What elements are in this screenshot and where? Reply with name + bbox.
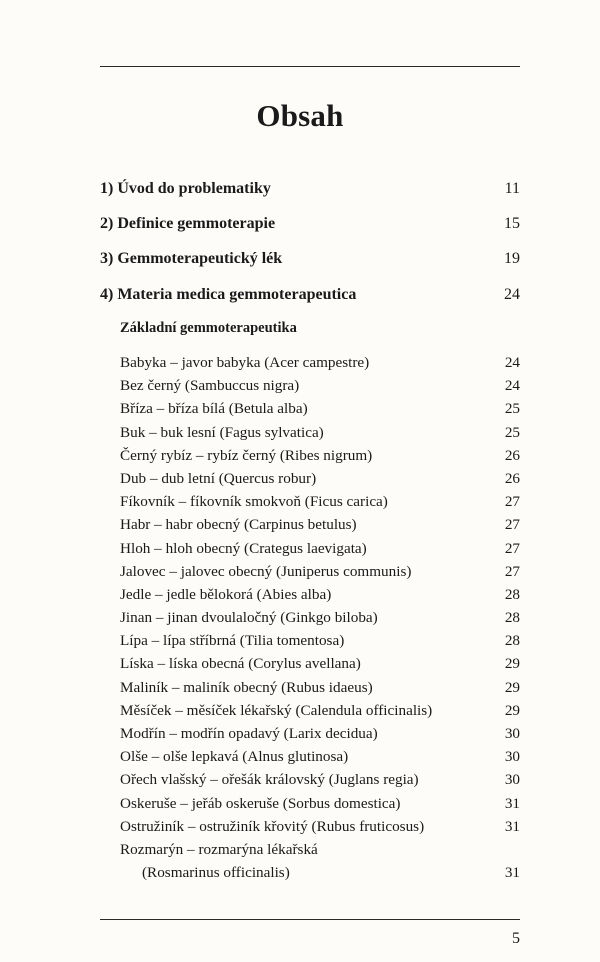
entry-text: Ostružiník – ostružiník křovitý (Rubus fruticosus) xyxy=(120,817,425,835)
entry-page: 31 xyxy=(504,817,520,835)
entry-page: 27 xyxy=(504,493,520,511)
toc-entry[interactable] xyxy=(120,424,520,447)
entry-text: Jedle – jedle bělokorá (Abies alba) xyxy=(120,585,332,603)
entry-page: 29 xyxy=(504,655,520,673)
toc-entry[interactable] xyxy=(120,702,520,725)
chapter-label: 3) Gemmoterapeutický lék xyxy=(100,250,283,267)
toc-entry[interactable] xyxy=(120,470,520,493)
bottom-rule xyxy=(100,919,520,920)
entry-text: Maliník – maliník obecný (Rubus idaeus) xyxy=(120,678,373,696)
entry-page: 24 xyxy=(504,377,520,395)
toc-entry-list xyxy=(120,354,520,887)
entry-text: Ořech vlašský – ořešák královský (Juglans regia) xyxy=(120,771,419,789)
toc-entry[interactable] xyxy=(120,354,520,377)
chapter-label: 2) Definice gemmoterapie xyxy=(100,215,276,232)
toc-chapter-4[interactable] xyxy=(100,286,520,304)
chapter-page: 15 xyxy=(504,215,520,232)
chapter-page: 11 xyxy=(504,180,520,197)
toc-entry[interactable] xyxy=(120,841,520,864)
entry-text: Fíkovník – fíkovník smokvoň (Ficus carica) xyxy=(120,493,388,511)
entry-page: 25 xyxy=(504,423,520,441)
entry-page: 25 xyxy=(504,400,520,418)
entry-text: Černý rybíz – rybíz černý (Ribes nigrum) xyxy=(120,446,373,464)
toc-entry[interactable] xyxy=(120,771,520,794)
entry-text: Měsíček – měsíček lékařský (Calendula officinalis) xyxy=(120,701,433,719)
entry-page: 31 xyxy=(504,794,520,812)
entry-page: 28 xyxy=(504,585,520,603)
chapter-page: 24 xyxy=(504,286,520,303)
entry-text: Olše – olše lepkavá (Alnus glutinosa) xyxy=(120,748,349,766)
chapter-label: 1) Úvod do problematiky xyxy=(100,180,271,197)
entry-page: 27 xyxy=(504,516,520,534)
toc-entry[interactable] xyxy=(120,377,520,400)
entry-page: 24 xyxy=(504,354,520,371)
toc-entry[interactable] xyxy=(120,655,520,678)
toc-entry[interactable] xyxy=(120,447,520,470)
chapter-label: 4) Materia medica gemmoterapeutica xyxy=(100,286,357,303)
entry-text: Dub – dub letní (Quercus robur) xyxy=(120,469,317,487)
entry-page: 28 xyxy=(504,609,520,627)
entry-page: 27 xyxy=(504,539,520,557)
top-rule xyxy=(100,66,520,67)
toc-entry[interactable] xyxy=(120,818,520,841)
toc-entry[interactable] xyxy=(120,725,520,748)
entry-page: 27 xyxy=(504,562,520,580)
entry-page: 28 xyxy=(504,632,520,650)
entry-text: Jalovec – jalovec obecný (Juniperus communis) xyxy=(120,562,412,580)
entry-text: Bříza – bříza bílá (Betula alba) xyxy=(120,400,308,418)
toc-entry[interactable] xyxy=(120,586,520,609)
entry-page: 26 xyxy=(504,446,520,464)
toc-entry[interactable] xyxy=(120,516,520,539)
entry-page: 31 xyxy=(504,864,520,882)
entry-page: 30 xyxy=(504,771,520,789)
entry-page: 30 xyxy=(504,725,520,742)
toc-entry-continuation[interactable] xyxy=(120,864,520,887)
entry-text: Babyka – javor babyka (Acer campestre) xyxy=(120,354,370,371)
entry-text: Modřín – modřín opadavý (Larix decidua) xyxy=(120,725,378,742)
entry-text: Jinan – jinan dvoulaločný (Ginkgo biloba) xyxy=(120,609,378,627)
toc-entry[interactable] xyxy=(120,563,520,586)
entry-text: Lípa – lípa stříbrná (Tilia tomentosa) xyxy=(120,632,345,650)
entry-page: 29 xyxy=(504,701,520,719)
entry-page: 30 xyxy=(504,748,520,766)
toc-entry[interactable] xyxy=(120,540,520,563)
chapter-page: 19 xyxy=(504,250,520,267)
toc-entry[interactable] xyxy=(120,679,520,702)
entry-text: Líska – líska obecná (Corylus avellana) xyxy=(120,655,361,673)
toc-entry[interactable] xyxy=(120,632,520,655)
toc-entry[interactable] xyxy=(120,609,520,632)
entry-text: Oskeruše – jeřáb oskeruše (Sorbus domestica) xyxy=(120,794,401,812)
toc-entry[interactable] xyxy=(120,493,520,516)
entry-text: Rozmarýn – rozmarýna lékařská xyxy=(120,840,318,858)
page-title: Obsah xyxy=(256,98,344,133)
toc-chapter-1[interactable] xyxy=(100,180,520,198)
entry-page: 26 xyxy=(504,469,520,487)
entry-text: Bez černý (Sambuccus nigra) xyxy=(120,377,300,395)
toc-chapter-3[interactable] xyxy=(100,250,520,268)
entry-text: Buk – buk lesní (Fagus sylvatica) xyxy=(120,423,324,441)
toc-entry[interactable] xyxy=(120,400,520,423)
entry-page: 29 xyxy=(504,678,520,696)
page-number: 5 xyxy=(512,930,520,947)
toc-entry[interactable] xyxy=(120,748,520,771)
toc-chapter-2[interactable] xyxy=(100,215,520,233)
section-subheading: Základní gemmoterapeutika xyxy=(120,320,297,336)
entry-text: (Rosmarinus officinalis) xyxy=(142,864,290,882)
toc-entry[interactable] xyxy=(120,795,520,818)
entry-text: Habr – habr obecný (Carpinus betulus) xyxy=(120,516,357,534)
entry-text: Hloh – hloh obecný (Crategus laevigata) xyxy=(120,539,367,557)
